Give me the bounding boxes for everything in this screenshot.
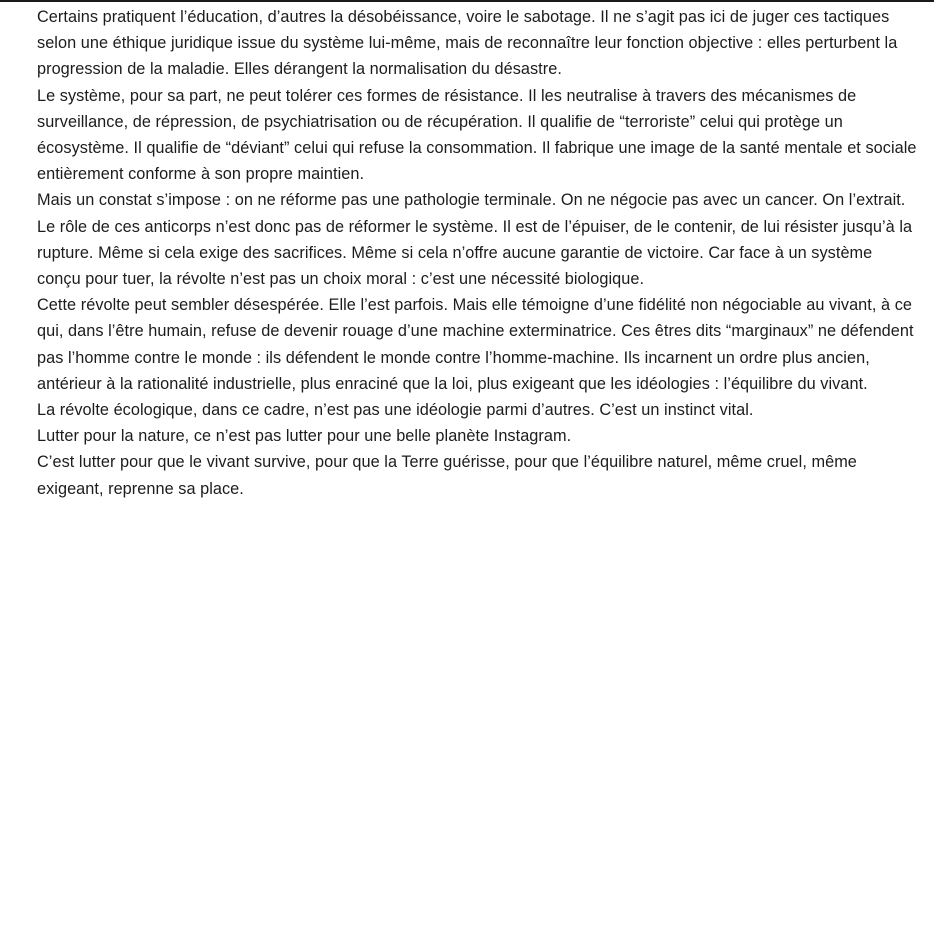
top-divider <box>0 0 934 2</box>
paragraph: C’est lutter pour que le vivant survive, pour que la Terre guérisse, pour que l’équilibre naturel, même cruel, même exigeant, reprenne sa place. <box>37 453 857 498</box>
paragraph: Certains pratiquent l’éducation, d’autres la désobéissance, voire le sabotage. Il ne s’agit pas ici de juger ces tactiques selon une éthique juridique issue du système lui-même, mais de reconnaître leur fonction objective : elles perturbent la progression de la maladie. Elles dérangent la normalisation du désastre. <box>37 8 898 79</box>
document-body <box>37 4 917 502</box>
paragraph: Le rôle de ces anticorps n’est donc pas de réformer le système. Il est de l’épuiser, de le contenir, de lui résister jusqu’à la rupture. Même si cela exige des sacrifices. Même si cela n’offre aucune garantie de victoire. Car face à un système conçu pour tuer, la révolte n’est pas un choix moral : c’est une nécessité biologique. <box>37 217 913 289</box>
paragraph: Mais un constat s’impose : on ne réforme pas une pathologie terminale. On ne négocie pas avec un cancer. On l’extrait. <box>37 191 906 210</box>
paragraph: La révolte écologique, dans ce cadre, n’est pas une idéologie parmi d’autres. C’est un instinct vital. <box>37 401 754 420</box>
paragraph: Cette révolte peut sembler désespérée. Elle l’est parfois. Mais elle témoigne d’une fidélité non négociable au vivant, à ce qui, dans l’être humain, refuse de devenir rouage d’une machine exterminatrice. Ces êtres dits “marginaux” ne défendent pas l’homme contre le monde : ils défendent le monde contre l’homme-machine. Ils incarnent un ordre plus ancien, antérieur à la rationalité industrielle, plus enraciné que la loi, plus exigeant que les idéologies : l’équilibre du vivant. <box>37 296 914 393</box>
paragraph: Le système, pour sa part, ne peut tolérer ces formes de résistance. Il les neutralise à travers des mécanismes de surveillance, de répression, de psychiatrisation ou de récupération. Il qualifie de “terroriste” celui qui protège un écosystème. Il qualifie de “déviant” celui qui refuse la consommation. Il fabrique une image de la santé mentale et sociale entièrement conforme à son propre maintien. <box>37 86 917 184</box>
paragraph: Lutter pour la nature, ce n’est pas lutter pour une belle planète Instagram. <box>37 427 572 446</box>
